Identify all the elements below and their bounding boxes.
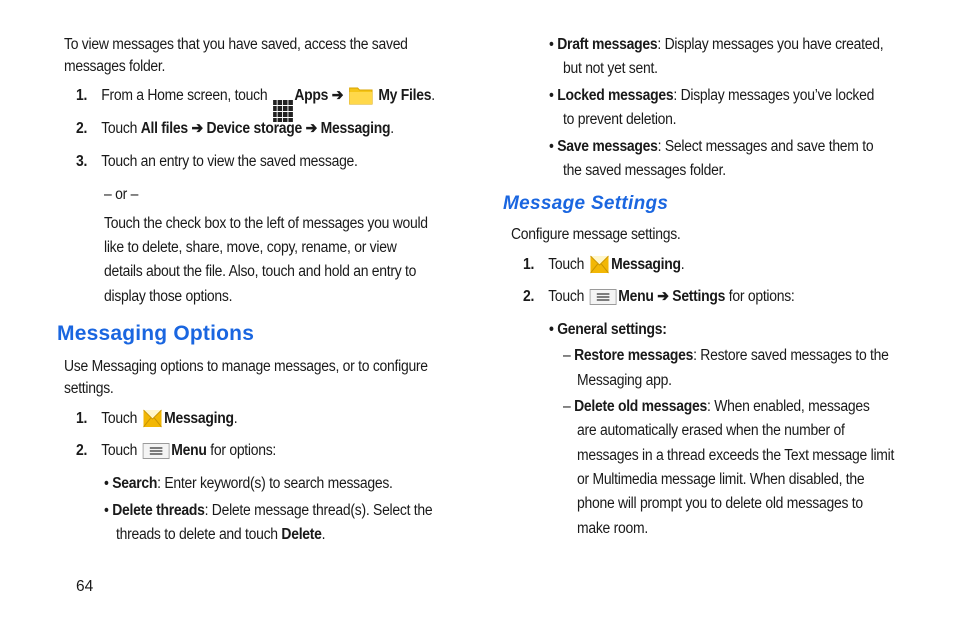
menu-icon <box>590 289 617 305</box>
message-settings-heading: Message Settings <box>503 193 669 214</box>
step-number: 1. <box>76 410 88 427</box>
step-number: 1. <box>76 87 88 104</box>
alt-line-1: Touch the check box to the left of messages you would <box>104 215 428 232</box>
step-text: Touch <box>101 442 138 459</box>
ms-step-1 <box>523 253 684 276</box>
delete-old-line-6: make room. <box>577 520 648 537</box>
punct: . <box>680 256 685 273</box>
bullet-text: : Delete message thread(s). Select the <box>204 502 433 519</box>
save-label: Save messages <box>557 138 658 155</box>
bullet-text: : Enter keyword(s) to search messages. <box>157 475 393 492</box>
apps-label: Apps <box>294 87 329 104</box>
delete-threads-line-2 <box>116 524 325 546</box>
step-text: Touch <box>548 288 585 305</box>
punct: . <box>390 120 394 137</box>
delete-old-line-4: or Multimedia message limit. When disabled, the <box>577 471 865 488</box>
item-text: : When enabled, messages <box>706 398 870 415</box>
step-3 <box>76 151 358 173</box>
bullet: • <box>549 87 558 104</box>
messaging-options-heading: Messaging Options <box>57 322 255 345</box>
bullet-text: threads to delete and touch <box>116 526 282 543</box>
search-bullet <box>104 473 393 495</box>
intro-line-2: messages folder. <box>64 58 166 75</box>
step-text: for options: <box>206 442 277 459</box>
delete-old-line-5: phone will prompt you to delete old messages to <box>577 495 863 512</box>
delete-old-line-3: messages in a thread exceeds the Text message limit <box>577 447 895 464</box>
restore-line-2: Messaging app. <box>577 372 672 389</box>
restore-label: Restore messages <box>574 347 694 364</box>
step-number: 2. <box>76 442 88 459</box>
locked-label: Locked messages <box>557 87 674 104</box>
bullet-text: : Display messages you’ve locked <box>673 87 875 104</box>
arrow: ➔ <box>331 87 344 104</box>
dash: – <box>563 398 575 415</box>
save-bullet <box>549 136 873 158</box>
bullet: • <box>104 502 113 519</box>
step-number: 2. <box>76 120 88 137</box>
draft-label: Draft messages <box>557 36 658 53</box>
delete-threads-label: Delete threads <box>112 502 205 519</box>
menu-label: Menu <box>618 288 654 305</box>
ms-intro: Configure message settings. <box>511 226 681 243</box>
mo-intro-2: settings. <box>64 380 114 397</box>
or-separator: – or – <box>104 186 139 203</box>
bullet: • <box>549 138 558 155</box>
step-number: 2. <box>523 288 535 305</box>
arrow: ➔ <box>301 120 321 137</box>
save-line-2: the saved messages folder. <box>563 162 726 179</box>
mo-step-2 <box>76 440 276 462</box>
step-text: Touch <box>101 410 138 427</box>
search-label: Search <box>112 475 158 492</box>
step-number: 3. <box>76 153 88 170</box>
messaging-envelope-icon <box>590 253 610 275</box>
messaging-label: Messaging <box>164 410 234 427</box>
messaging-envelope-icon <box>143 407 163 429</box>
punct: . <box>233 410 238 427</box>
delete-old-line-2: are automatically erased when the number of <box>577 422 845 439</box>
mo-intro-1: Use Messaging options to manage messages, or to configure <box>64 358 428 375</box>
device-storage-label: Device storage <box>206 120 302 137</box>
messaging-label: Messaging <box>611 256 681 273</box>
settings-label: Settings <box>672 288 726 305</box>
step-text: Touch <box>548 256 585 273</box>
locked-bullet <box>549 85 874 107</box>
bullet-text: : Select messages and save them to <box>657 138 874 155</box>
delete-old-label: Delete old messages <box>574 398 707 415</box>
step-text: Touch an entry to view the saved message. <box>101 153 358 170</box>
arrow: ➔ <box>187 120 207 137</box>
delete-label: Delete <box>281 526 322 543</box>
menu-icon <box>143 443 170 459</box>
all-files-label: All files <box>140 120 188 137</box>
step-text: for options: <box>725 288 795 305</box>
dash: – <box>563 347 575 364</box>
mo-step-1 <box>76 407 237 430</box>
messaging-label: Messaging <box>320 120 391 137</box>
intro-line-1: To view messages that you have saved, access the saved <box>64 36 408 53</box>
my-files-label: My Files <box>378 87 432 104</box>
alt-line-2: like to delete, share, move, copy, rename, or view <box>104 239 397 256</box>
step-1 <box>76 85 435 122</box>
alt-line-3: details about the file. Also, touch and hold an entry to <box>104 263 417 280</box>
folder-icon <box>349 85 373 105</box>
bullet: • <box>104 475 113 492</box>
general-settings-bullet: • General settings: <box>549 321 667 338</box>
step-text: Touch <box>101 120 141 137</box>
alt-line-4: display those options. <box>104 288 233 305</box>
locked-line-2: to prevent deletion. <box>563 111 677 128</box>
bullet-text: : Display messages you have created, <box>657 36 884 53</box>
step-2 <box>76 118 394 140</box>
delete-old-item <box>563 396 870 418</box>
bullet: • <box>549 36 558 53</box>
ms-step-2 <box>523 286 795 308</box>
arrow: ➔ <box>653 288 673 305</box>
menu-label: Menu <box>171 442 207 459</box>
draft-bullet <box>549 34 883 56</box>
restore-item <box>563 345 889 367</box>
step-number: 1. <box>523 256 535 273</box>
draft-line-2: but not yet sent. <box>563 60 658 77</box>
punct: . <box>321 526 326 543</box>
item-text: : Restore saved messages to the <box>693 347 889 364</box>
page-number: 64 <box>76 578 94 595</box>
punct: . <box>431 87 435 104</box>
step-text: From a Home screen, touch <box>101 87 268 104</box>
delete-threads-bullet <box>104 500 432 522</box>
